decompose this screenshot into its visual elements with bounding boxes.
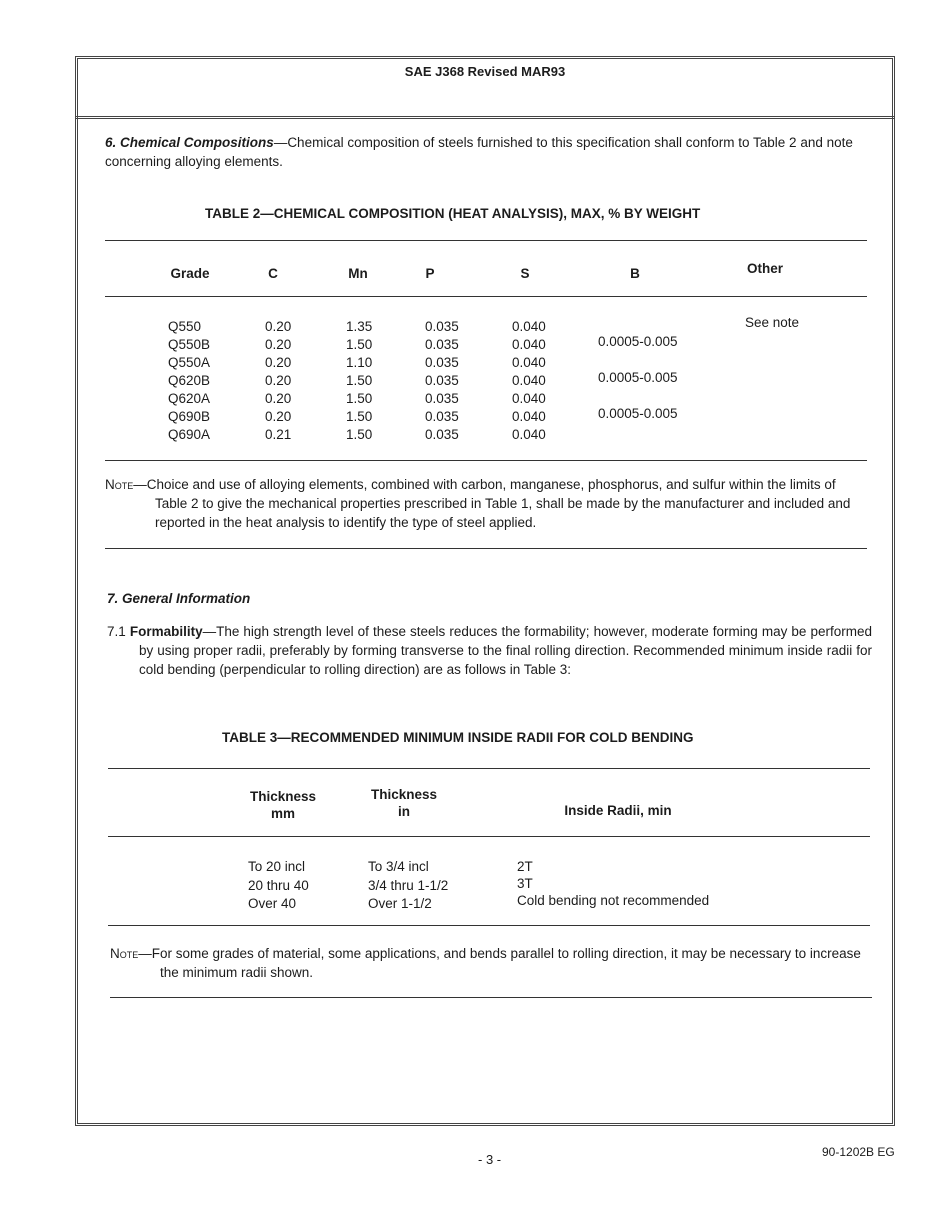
mn-cell: 1.35 — [346, 319, 373, 334]
p-cell: 0.035 — [425, 427, 459, 442]
table-2-header-rule — [105, 296, 867, 297]
p-cell: 0.035 — [425, 391, 459, 406]
section-7-title: General Information — [122, 591, 251, 606]
grade-cell: Q690A — [168, 427, 211, 442]
section-7-1-paragraph — [107, 622, 872, 679]
mn-cell: 1.50 — [346, 409, 373, 424]
c-cell: 0.20 — [265, 409, 292, 424]
table-2-col-other: Other — [746, 261, 783, 276]
section-6-heading: Chemical Compositions — [120, 135, 274, 150]
table-3-col-inside-radii — [548, 802, 688, 819]
document-header: SAE J368 Revised MAR93 — [404, 64, 566, 79]
mn-cell: 1.50 — [346, 391, 373, 406]
table-3-header-rule — [108, 836, 870, 837]
table-2-top-rule — [105, 240, 867, 241]
other-cell: See note — [745, 315, 800, 330]
section-6-paragraph — [105, 133, 870, 171]
section-7-1-heading: Formability — [129, 624, 203, 639]
c-cell: 0.20 — [265, 319, 292, 334]
table-2-col-p: P — [425, 266, 435, 281]
p-cell: 0.035 — [425, 409, 459, 424]
section-7-1-text: —The high strength level of these steels reduces the formability; however, moderate forming may be performed by using proper radii, preferably by forming transverse to the final rolling direction. Recommended minimum inside radii for cold bending (perpendicular to rolling direction) are as follows in Table 3: — [139, 624, 872, 677]
grade-cell: Q620A — [168, 391, 211, 406]
table-2-col-c: C — [268, 266, 278, 281]
col-label-line1: Inside Radii, min — [564, 803, 672, 818]
s-cell: 0.040 — [512, 355, 546, 370]
thickness-mm-cell: To 20 incl — [248, 859, 306, 874]
note-label: Note — [105, 477, 134, 492]
p-cell: 0.035 — [425, 373, 459, 388]
mn-cell: 1.50 — [346, 427, 373, 442]
inside-radii-cell: 3T — [517, 876, 533, 891]
section-6-text: —Chemical composition of steels furnished to this specification shall conform to Table 2 and note concerning alloying elements. — [105, 135, 853, 169]
s-cell: 0.040 — [512, 373, 546, 388]
p-cell: 0.035 — [425, 355, 459, 370]
b-cell: 0.0005-0.005 — [598, 406, 678, 421]
grade-cell: Q550B — [168, 337, 211, 352]
p-cell: 0.035 — [425, 319, 459, 334]
header-divider — [75, 116, 895, 119]
col-label-line2: in — [398, 804, 410, 819]
table-2-col-mn: Mn — [348, 266, 368, 281]
grade-cell: Q690B — [168, 409, 211, 424]
note-label: Note — [110, 946, 139, 961]
note-text: —Choice and use of alloying elements, combined with carbon, manganese, phosphorus, and sulfur within the limits of Table 2 to give the mechanical properties prescribed in Table 1, shall be made by the manufacturer and included and reported in the heat analysis to identify the type of steel applied. — [133, 477, 851, 530]
thickness-mm-cell: 20 thru 40 — [248, 878, 309, 893]
table-3-title: TABLE 3—RECOMMENDED MINIMUM INSIDE RADII FOR COLD BENDING — [222, 730, 694, 745]
col-label-line1: Thickness — [370, 787, 438, 802]
section-6-number: 6. — [105, 135, 117, 150]
col-label-line2: mm — [270, 806, 295, 821]
c-cell: 0.20 — [265, 337, 292, 352]
table-3-bottom-rule — [108, 925, 870, 926]
note-bottom-rule — [110, 997, 872, 998]
table-2-col-grade: Grade — [170, 266, 210, 281]
c-cell: 0.21 — [265, 427, 292, 442]
note-bottom-rule — [105, 548, 867, 549]
table-3-col-thickness-mm — [243, 788, 323, 822]
s-cell: 0.040 — [512, 427, 546, 442]
s-cell: 0.040 — [512, 319, 546, 334]
thickness-in-cell: Over 1-1/2 — [368, 896, 432, 911]
mn-cell: 1.10 — [346, 355, 373, 370]
section-7-1-number: 7.1 — [107, 624, 126, 639]
page-number: - 3 - — [478, 1152, 502, 1167]
table-2-note — [105, 475, 870, 532]
thickness-in-cell: To 3/4 incl — [368, 859, 429, 874]
thickness-mm-cell: Over 40 — [248, 896, 297, 911]
grade-cell: Q550 — [168, 319, 202, 334]
section-7-heading — [107, 589, 250, 608]
col-label-line1: Thickness — [249, 789, 317, 804]
c-cell: 0.20 — [265, 373, 292, 388]
inside-radii-cell: Cold bending not recommended — [517, 893, 710, 908]
table-2-col-b: B — [630, 266, 640, 281]
s-cell: 0.040 — [512, 409, 546, 424]
table-2-bottom-rule — [105, 460, 867, 461]
grade-cell: Q620B — [168, 373, 211, 388]
table-2-title: TABLE 2—CHEMICAL COMPOSITION (HEAT ANALYSIS), MAX, % BY WEIGHT — [205, 206, 701, 221]
section-7-number: 7. — [107, 591, 119, 606]
s-cell: 0.040 — [512, 337, 546, 352]
s-cell: 0.040 — [512, 391, 546, 406]
mn-cell: 1.50 — [346, 337, 373, 352]
p-cell: 0.035 — [425, 337, 459, 352]
b-cell: 0.0005-0.005 — [598, 334, 678, 349]
note-text: —For some grades of material, some applications, and bends parallel to rolling direction, it may be necessary to increase the minimum radii shown. — [138, 946, 861, 980]
table-3-note — [110, 944, 872, 982]
thickness-in-cell: 3/4 thru 1-1/2 — [368, 878, 449, 893]
c-cell: 0.20 — [265, 391, 292, 406]
grade-cell: Q550A — [168, 355, 211, 370]
b-cell: 0.0005-0.005 — [598, 370, 678, 385]
mn-cell: 1.50 — [346, 373, 373, 388]
document-code: 90-1202B EG — [822, 1145, 895, 1159]
table-2-col-s: S — [520, 266, 530, 281]
table-3-col-thickness-in — [364, 786, 444, 820]
table-3-top-rule — [108, 768, 870, 769]
inside-radii-cell: 2T — [517, 859, 533, 874]
c-cell: 0.20 — [265, 355, 292, 370]
